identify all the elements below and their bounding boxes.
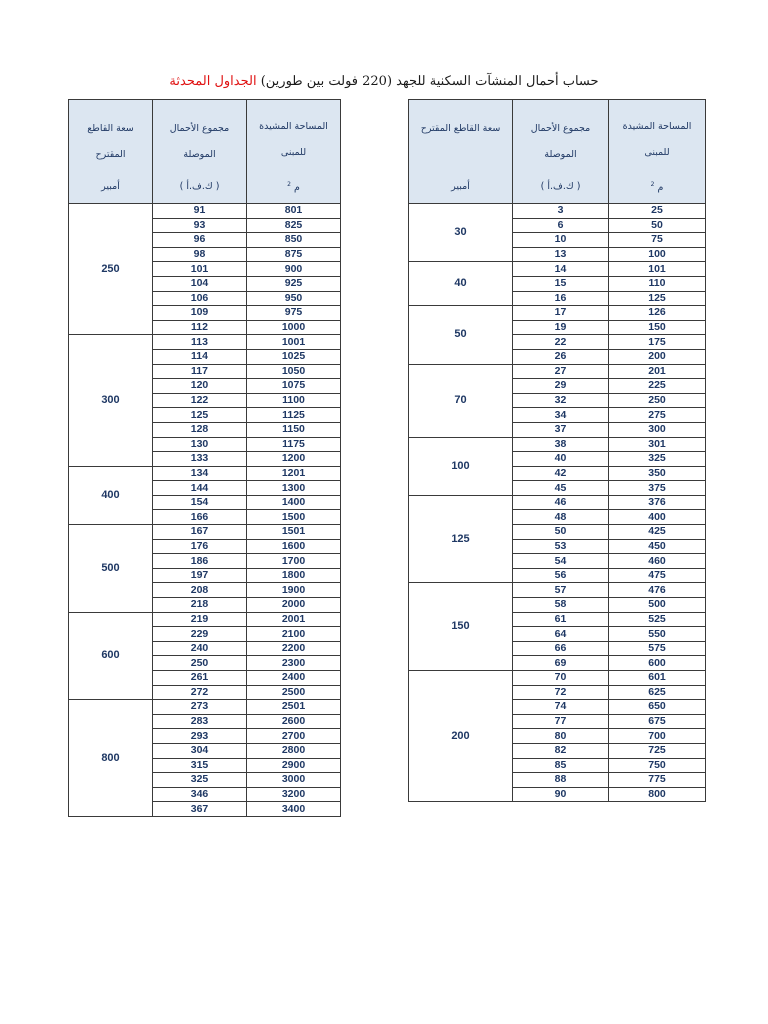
load-table-right: [408, 99, 706, 802]
area-cell: 300: [609, 422, 706, 437]
breaker-cell: 40: [409, 262, 513, 306]
table-row: [69, 204, 341, 219]
load-cell: 186: [153, 554, 247, 569]
area-cell: 1125: [247, 408, 341, 423]
load-cell: 98: [153, 247, 247, 262]
load-cell: 122: [153, 393, 247, 408]
breaker-cell: 125: [409, 495, 513, 583]
load-cell: 304: [153, 743, 247, 758]
area-cell: 3000: [247, 773, 341, 788]
area-cell: 200: [609, 349, 706, 364]
load-cell: 96: [153, 233, 247, 248]
breaker-cell: 600: [69, 612, 153, 700]
load-cell: 6: [513, 218, 609, 233]
header-breaker: سعة القاطع المقترح أمبير: [409, 100, 513, 204]
area-cell: 2000: [247, 598, 341, 613]
area-cell: 1075: [247, 379, 341, 394]
area-cell: 125: [609, 291, 706, 306]
area-cell: 900: [247, 262, 341, 277]
load-cell: 106: [153, 291, 247, 306]
area-cell: 1100: [247, 393, 341, 408]
load-cell: 37: [513, 422, 609, 437]
area-cell: 1400: [247, 495, 341, 510]
area-cell: 1600: [247, 539, 341, 554]
load-table-left: [68, 99, 341, 817]
title-highlight: الجداول المحدثة: [169, 74, 257, 89]
load-cell: 154: [153, 495, 247, 510]
load-cell: 38: [513, 437, 609, 452]
load-cell: 34: [513, 408, 609, 423]
area-cell: 2500: [247, 685, 341, 700]
area-cell: 375: [609, 481, 706, 496]
breaker-cell: 50: [409, 306, 513, 364]
area-cell: 600: [609, 656, 706, 671]
area-cell: 950: [247, 291, 341, 306]
table-body-left: [69, 204, 341, 817]
load-cell: 261: [153, 671, 247, 686]
table-row: [409, 204, 706, 219]
load-cell: 250: [153, 656, 247, 671]
breaker-cell: 70: [409, 364, 513, 437]
load-cell: 17: [513, 306, 609, 321]
load-cell: 130: [153, 437, 247, 452]
load-cell: 29: [513, 379, 609, 394]
area-cell: 250: [609, 393, 706, 408]
load-cell: 218: [153, 598, 247, 613]
load-cell: 85: [513, 758, 609, 773]
load-cell: 10: [513, 233, 609, 248]
area-cell: 1000: [247, 320, 341, 335]
load-cell: 15: [513, 276, 609, 291]
load-cell: 54: [513, 554, 609, 569]
breaker-cell: 200: [409, 671, 513, 802]
load-cell: 272: [153, 685, 247, 700]
load-cell: 120: [153, 379, 247, 394]
load-cell: 93: [153, 218, 247, 233]
area-cell: 675: [609, 714, 706, 729]
area-cell: 1150: [247, 422, 341, 437]
page-title: [0, 71, 768, 93]
area-cell: 2600: [247, 714, 341, 729]
area-cell: 1050: [247, 364, 341, 379]
table-header-row: [69, 100, 341, 204]
area-cell: 500: [609, 598, 706, 613]
load-cell: 273: [153, 700, 247, 715]
header-load: مجموع الأحمال الموصلة ( ك.ف.أ ): [513, 100, 609, 204]
load-cell: 176: [153, 539, 247, 554]
load-cell: 19: [513, 320, 609, 335]
area-cell: 50: [609, 218, 706, 233]
area-cell: 650: [609, 700, 706, 715]
load-cell: 144: [153, 481, 247, 496]
table-row: [69, 525, 341, 540]
load-cell: 325: [153, 773, 247, 788]
table-body-right: [409, 204, 706, 802]
load-cell: 113: [153, 335, 247, 350]
area-cell: 425: [609, 525, 706, 540]
area-cell: 1900: [247, 583, 341, 598]
area-cell: 625: [609, 685, 706, 700]
area-cell: 525: [609, 612, 706, 627]
load-cell: 114: [153, 349, 247, 364]
area-cell: 126: [609, 306, 706, 321]
area-cell: 301: [609, 437, 706, 452]
load-cell: 53: [513, 539, 609, 554]
load-cell: 70: [513, 671, 609, 686]
load-cell: 125: [153, 408, 247, 423]
area-cell: 2001: [247, 612, 341, 627]
load-cell: 48: [513, 510, 609, 525]
load-cell: 40: [513, 452, 609, 467]
area-cell: 850: [247, 233, 341, 248]
load-cell: 346: [153, 787, 247, 802]
area-cell: 101: [609, 262, 706, 277]
area-cell: 3200: [247, 787, 341, 802]
load-cell: 208: [153, 583, 247, 598]
load-cell: 104: [153, 276, 247, 291]
table-row: [409, 495, 706, 510]
area-cell: 475: [609, 568, 706, 583]
area-cell: 325: [609, 452, 706, 467]
breaker-cell: 100: [409, 437, 513, 495]
area-cell: 750: [609, 758, 706, 773]
area-cell: 350: [609, 466, 706, 481]
load-cell: 66: [513, 641, 609, 656]
area-cell: 2100: [247, 627, 341, 642]
breaker-cell: 30: [409, 204, 513, 262]
area-cell: 25: [609, 204, 706, 219]
table-row: [69, 612, 341, 627]
area-cell: 376: [609, 495, 706, 510]
area-cell: 2700: [247, 729, 341, 744]
area-cell: 2501: [247, 700, 341, 715]
load-cell: 112: [153, 320, 247, 335]
breaker-cell: 250: [69, 204, 153, 335]
load-cell: 57: [513, 583, 609, 598]
area-cell: 1200: [247, 452, 341, 467]
load-cell: 46: [513, 495, 609, 510]
table-row: [409, 306, 706, 321]
area-cell: 3400: [247, 802, 341, 817]
load-cell: 167: [153, 525, 247, 540]
load-cell: 90: [513, 787, 609, 802]
area-cell: 110: [609, 276, 706, 291]
area-cell: 1501: [247, 525, 341, 540]
area-cell: 801: [247, 204, 341, 219]
load-cell: 128: [153, 422, 247, 437]
load-cell: 82: [513, 743, 609, 758]
area-cell: 700: [609, 729, 706, 744]
table-row: [69, 335, 341, 350]
load-cell: 56: [513, 568, 609, 583]
table-row: [69, 700, 341, 715]
load-cell: 219: [153, 612, 247, 627]
load-cell: 64: [513, 627, 609, 642]
breaker-cell: 150: [409, 583, 513, 671]
table-row: [409, 262, 706, 277]
area-cell: 2300: [247, 656, 341, 671]
load-cell: 69: [513, 656, 609, 671]
load-cell: 101: [153, 262, 247, 277]
area-cell: 1001: [247, 335, 341, 350]
table-row: [409, 671, 706, 686]
load-cell: 16: [513, 291, 609, 306]
breaker-cell: 400: [69, 466, 153, 524]
load-cell: 166: [153, 510, 247, 525]
area-cell: 925: [247, 276, 341, 291]
area-cell: 476: [609, 583, 706, 598]
area-cell: 400: [609, 510, 706, 525]
area-cell: 975: [247, 306, 341, 321]
area-cell: 100: [609, 247, 706, 262]
header-area: المساحة المشيدة للمبنى م $^2$: [609, 100, 706, 204]
load-cell: 283: [153, 714, 247, 729]
load-cell: 134: [153, 466, 247, 481]
table-row: [69, 466, 341, 481]
load-cell: 3: [513, 204, 609, 219]
area-cell: 460: [609, 554, 706, 569]
header-area: المساحة المشيدة للمبنى م $^2$: [247, 100, 341, 204]
area-cell: 575: [609, 641, 706, 656]
breaker-cell: 500: [69, 525, 153, 613]
area-cell: 2200: [247, 641, 341, 656]
area-cell: 550: [609, 627, 706, 642]
area-cell: 225: [609, 379, 706, 394]
load-cell: 13: [513, 247, 609, 262]
area-cell: 1175: [247, 437, 341, 452]
load-cell: 26: [513, 349, 609, 364]
area-cell: 2800: [247, 743, 341, 758]
load-cell: 240: [153, 641, 247, 656]
area-cell: 75: [609, 233, 706, 248]
load-cell: 229: [153, 627, 247, 642]
area-cell: 1025: [247, 349, 341, 364]
load-cell: 91: [153, 204, 247, 219]
area-cell: 1300: [247, 481, 341, 496]
load-cell: 88: [513, 773, 609, 788]
area-cell: 1500: [247, 510, 341, 525]
breaker-cell: 300: [69, 335, 153, 466]
area-cell: 1700: [247, 554, 341, 569]
area-cell: 2400: [247, 671, 341, 686]
load-cell: 72: [513, 685, 609, 700]
table-row: [409, 437, 706, 452]
area-cell: 2900: [247, 758, 341, 773]
area-cell: 1800: [247, 568, 341, 583]
area-cell: 875: [247, 247, 341, 262]
header-load: مجموع الأحمال الموصلة ( ك.ف.أ ): [153, 100, 247, 204]
load-cell: 197: [153, 568, 247, 583]
load-cell: 61: [513, 612, 609, 627]
area-cell: 1201: [247, 466, 341, 481]
title-main: حساب أحمال المنشآت السكنية للجهد (220 فولت بين طورين): [260, 74, 599, 89]
load-cell: 42: [513, 466, 609, 481]
table-header-row: [409, 100, 706, 204]
breaker-cell: 800: [69, 700, 153, 817]
load-cell: 80: [513, 729, 609, 744]
load-cell: 367: [153, 802, 247, 817]
load-cell: 117: [153, 364, 247, 379]
area-cell: 275: [609, 408, 706, 423]
load-cell: 109: [153, 306, 247, 321]
load-cell: 293: [153, 729, 247, 744]
load-cell: 58: [513, 598, 609, 613]
load-cell: 45: [513, 481, 609, 496]
header-breaker: سعة القاطع المقترح أمبير: [69, 100, 153, 204]
load-cell: 14: [513, 262, 609, 277]
load-cell: 133: [153, 452, 247, 467]
area-cell: 800: [609, 787, 706, 802]
load-cell: 32: [513, 393, 609, 408]
area-cell: 601: [609, 671, 706, 686]
load-cell: 22: [513, 335, 609, 350]
table-row: [409, 364, 706, 379]
area-cell: 450: [609, 539, 706, 554]
area-cell: 150: [609, 320, 706, 335]
area-cell: 725: [609, 743, 706, 758]
load-cell: 315: [153, 758, 247, 773]
area-cell: 201: [609, 364, 706, 379]
load-cell: 74: [513, 700, 609, 715]
load-cell: 27: [513, 364, 609, 379]
load-cell: 50: [513, 525, 609, 540]
table-row: [409, 583, 706, 598]
area-cell: 775: [609, 773, 706, 788]
area-cell: 175: [609, 335, 706, 350]
load-cell: 77: [513, 714, 609, 729]
area-cell: 825: [247, 218, 341, 233]
